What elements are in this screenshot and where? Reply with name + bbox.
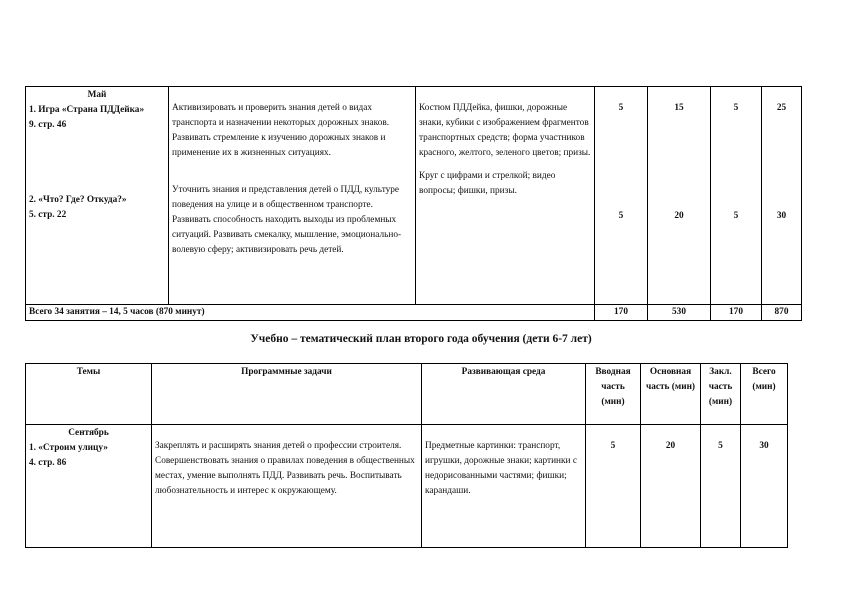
summary-intro: 170 [595, 305, 648, 321]
intro-minutes: 5 [586, 425, 641, 548]
tasks-text: Активизировать и проверить знания детей о видах транспорта и назначении некоторых дорожных знаков. Развивать стремление к изучению дорожных знаков и применение их в жизненных ситуациях. [172, 103, 390, 158]
environment-cell [416, 87, 595, 305]
summary-total: 870 [762, 305, 802, 321]
topic-title: 1. Игра «Страна ПДДейка» [29, 105, 145, 115]
environment-text: Предметные картинки: транспорт, игрушки, дорожные знаки; картинки с недорисованными частями; фишки; карандаши. [425, 441, 577, 496]
summary-row [26, 305, 802, 321]
total-minutes-cell [762, 87, 802, 305]
topic-cell [26, 87, 169, 305]
total-minutes: 30 [741, 425, 788, 548]
intro-minutes: 5 [618, 211, 624, 221]
main-minutes-cell [648, 87, 711, 305]
tasks-text: Закреплять и расширять знания детей о профессии строителя. Совершенствовать знания о правилах поведения в общественных местах, умение выполнять ПДД. Развивать речь. Воспитывать любознательность и интерес к окружающему. [155, 441, 415, 496]
plan-table-first-year [25, 86, 802, 321]
tasks-cell [169, 87, 416, 305]
month-label: Сентябрь [68, 428, 109, 438]
topic-page: 9. стр. 46 [29, 120, 67, 130]
environment-text: Костюм ПДДейка, фишки, дорожные знаки, кубики с изображением фрагментов транспортных средств; форма участников красного, желтого, зеленого цветов; призы. [419, 103, 591, 158]
header-environment: Развивающая среда [422, 364, 586, 425]
table-header-row [26, 364, 788, 425]
final-minutes: 5 [733, 103, 739, 113]
month-label: Май [87, 90, 107, 100]
environment-cell [422, 425, 586, 548]
intro-minutes-cell [595, 87, 648, 305]
header-main: Основная часть (мин) [641, 364, 701, 425]
environment-text: Круг с цифрами и стрелкой; видео вопросы; фишки, призы. [419, 171, 556, 196]
topic-page: 5. стр. 22 [29, 210, 67, 220]
main-minutes: 15 [674, 103, 684, 113]
topic-cell [26, 425, 152, 548]
section-heading: Учебно – тематический план второго года обучения (дети 6-7 лет) [250, 333, 592, 345]
header-tasks: Программные задачи [152, 364, 422, 425]
table-row [26, 425, 788, 548]
topic-page: 4. стр. 86 [29, 458, 67, 468]
final-minutes: 5 [733, 211, 739, 221]
table-row [26, 87, 802, 305]
main-minutes: 20 [674, 211, 684, 221]
header-final: Закл. часть (мин) [701, 364, 741, 425]
tasks-cell [152, 425, 422, 548]
summary-main: 530 [648, 305, 711, 321]
plan-table-second-year [25, 363, 788, 548]
header-intro: Вводная часть (мин) [586, 364, 641, 425]
summary-final: 170 [711, 305, 762, 321]
header-topics: Темы [26, 364, 152, 425]
topic-title: 1. «Строим улицу» [29, 443, 108, 453]
main-minutes: 20 [641, 425, 701, 548]
tasks-text: Уточнить знания и представления детей о ПДД, культуре поведения на улице и в общественном транспорте. Развивать способность находить выходы из проблемных ситуаций. Развивать смекалку, мышление, эмоционально-волевую сферу; активизировать речь детей. [172, 185, 402, 255]
summary-label: Всего 34 занятия – 14, 5 часов (870 минут) [26, 305, 595, 321]
intro-minutes: 5 [618, 103, 624, 113]
final-minutes: 5 [701, 425, 741, 548]
topic-title: 2. «Что? Где? Откуда?» [29, 195, 127, 205]
final-minutes-cell [711, 87, 762, 305]
header-total: Всего (мин) [741, 364, 788, 425]
total-minutes: 25 [776, 103, 787, 113]
total-minutes: 30 [776, 211, 787, 221]
